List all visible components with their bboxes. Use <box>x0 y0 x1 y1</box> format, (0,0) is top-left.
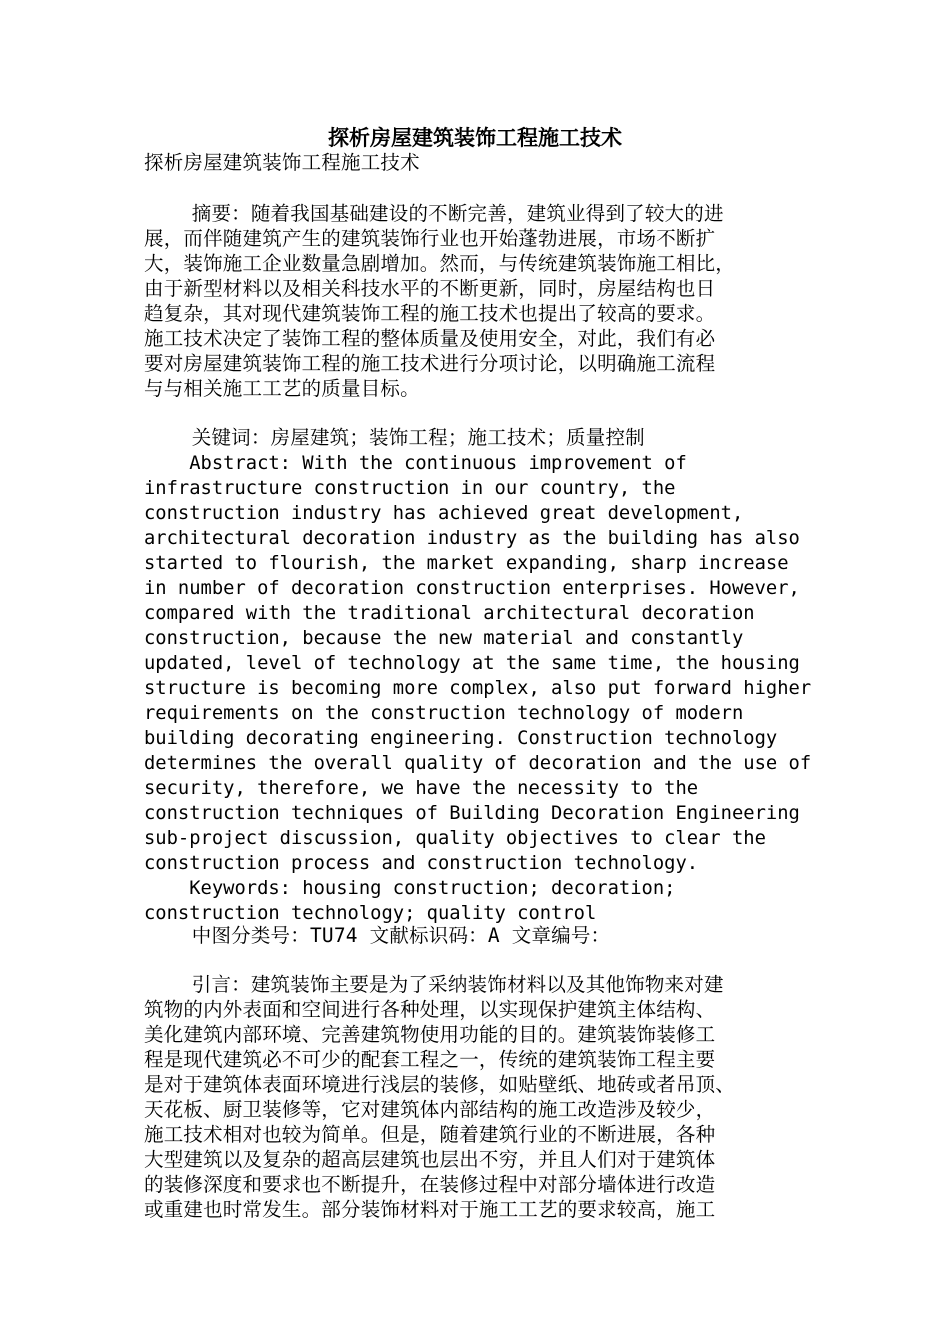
abstract-en-line: infrastructure construction in our country, the <box>144 478 676 499</box>
intro-line: 的装修深度和要求也不断提升，在装修过程中对部分墙体进行改造 <box>144 1173 716 1196</box>
abstract-cn-line: 施工技术决定了装饰工程的整体质量及使用安全，对此，我们有必 <box>144 327 716 350</box>
document-title: 探析房屋建筑装饰工程施工技术 <box>328 125 622 150</box>
abstract-en-line: compared with the traditional architectural decoration <box>144 603 755 624</box>
abstract-cn-line: 趋复杂，其对现代建筑装饰工程的施工技术也提出了较高的要求。 <box>144 302 716 325</box>
abstract-en-line: construction, because the new material and constantly <box>144 628 744 649</box>
intro-line: 或重建也时常发生。部分装饰材料对于施工工艺的要求较高，施工 <box>144 1198 716 1221</box>
document-subtitle: 探析房屋建筑装饰工程施工技术 <box>144 151 420 174</box>
abstract-en-line: construction industry has achieved great development, <box>144 503 744 524</box>
intro-line: 筑物的内外表面和空间进行各种处理，以实现保护建筑主体结构、 <box>144 998 716 1021</box>
abstract-en-line: updated, level of technology at the same time, the housing <box>144 653 800 674</box>
keywords-cn: 关键词：房屋建筑；装饰工程；施工技术；质量控制 <box>144 426 645 449</box>
abstract-cn-line: 要对房屋建筑装饰工程的施工技术进行分项讨论，以明确施工流程 <box>144 352 716 375</box>
abstract-cn-line: 摘要：随着我国基础建设的不断完善，建筑业得到了较大的进 <box>144 202 724 225</box>
abstract-en-line: started to flourish, the market expanding, sharp increase <box>144 553 789 574</box>
keywords-en-line: Keywords: housing construction; decoration; <box>144 878 676 899</box>
intro-line: 引言：建筑装饰主要是为了采纳装饰材料以及其他饰物来对建 <box>144 973 724 996</box>
abstract-cn-line: 与与相关施工工艺的质量目标。 <box>144 377 420 400</box>
intro-line: 程是现代建筑必不可少的配套工程之一，传统的建筑装饰工程主要 <box>144 1048 716 1071</box>
abstract-en-line: construction process and construction technology. <box>144 853 699 874</box>
intro-line: 施工技术相对也较为简单。但是，随着建筑行业的不断进展，各种 <box>144 1123 716 1146</box>
intro-line: 大型建筑以及复杂的超高层建筑也层出不穷，并且人们对于建筑体 <box>144 1148 716 1171</box>
abstract-en-line: structure is becoming more complex, also put forward higher <box>144 678 812 699</box>
abstract-cn-line: 大，装饰施工企业数量急剧增加。然而，与传统建筑装饰施工相比， <box>144 252 736 275</box>
abstract-en-line: security, therefore, we have the necessity to the <box>144 778 699 799</box>
abstract-en-line: requirements on the construction technology of modern <box>144 703 744 724</box>
intro-line: 是对于建筑体表面环境进行浅层的装修，如贴壁纸、地砖或者吊顶、 <box>144 1073 736 1096</box>
keywords-en-line: construction technology; quality control <box>144 903 597 924</box>
abstract-en-line: construction techniques of Building Decoration Engineering <box>144 803 800 824</box>
abstract-cn-line: 展，而伴随建筑产生的建筑装饰行业也开始蓬勃进展，市场不断扩 <box>144 227 716 250</box>
abstract-cn-line: 由于新型材料以及相关科技水平的不断更新，同时，房屋结构也日 <box>144 277 716 300</box>
abstract-en-line: architectural decoration industry as the building has also <box>144 528 800 549</box>
abstract-en-line: Abstract: With the continuous improvement of <box>144 453 687 474</box>
abstract-en-line: in number of decoration construction enterprises. However, <box>144 578 800 599</box>
abstract-en-line: building decorating engineering. Construction technology <box>144 728 778 749</box>
abstract-en-line: sub-project discussion, quality objectives to clear the <box>144 828 766 849</box>
classification-line: 中图分类号：TU74 文献标识码：A 文章编号： <box>144 924 611 947</box>
abstract-en-line: determines the overall quality of decoration and the use of <box>144 753 812 774</box>
intro-line: 天花板、厨卫装修等，它对建筑体内部结构的施工改造涉及较少， <box>144 1098 716 1121</box>
intro-line: 美化建筑内部环境、完善建筑物使用功能的目的。建筑装饰装修工 <box>144 1023 716 1046</box>
